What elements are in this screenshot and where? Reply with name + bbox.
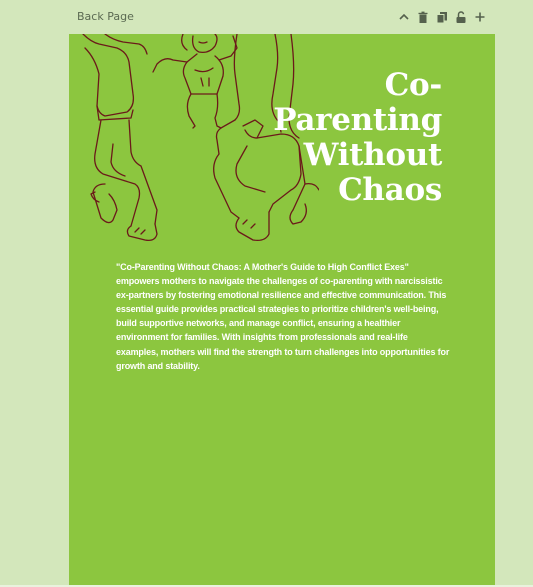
title-line: Co- — [384, 67, 442, 103]
book-back-cover[interactable] — [69, 34, 495, 585]
book-description[interactable]: "Co-Parenting Without Chaos: A Mother's Guide to High Conflict Exes" empowers mothers to navigate the challenges of co-parenting with narcissistic ex-partners by fostering emotional resilience and effective communication. This essential guide provides practical strategies to prioritize children's well-being, build supportive networks, and manage conflict, ensuring a healthier environment for families. With insights from professionals and real-life examples, mothers will find the strength to turn challenges into opportunities for growth and stability. — [116, 262, 450, 371]
title-line: Chaos — [338, 172, 442, 208]
editor-toolbar — [0, 0, 533, 34]
title-line: Parenting — [273, 102, 442, 138]
page-label: Back Page — [77, 10, 134, 23]
plus-icon[interactable] — [473, 9, 487, 25]
duplicate-icon[interactable] — [435, 9, 449, 25]
title-line: Without — [303, 137, 442, 173]
book-title[interactable] — [273, 68, 442, 208]
page-tools — [397, 9, 487, 25]
trash-icon[interactable] — [416, 9, 430, 25]
chevron-up-icon[interactable] — [397, 9, 411, 25]
unlock-icon[interactable] — [454, 9, 468, 25]
